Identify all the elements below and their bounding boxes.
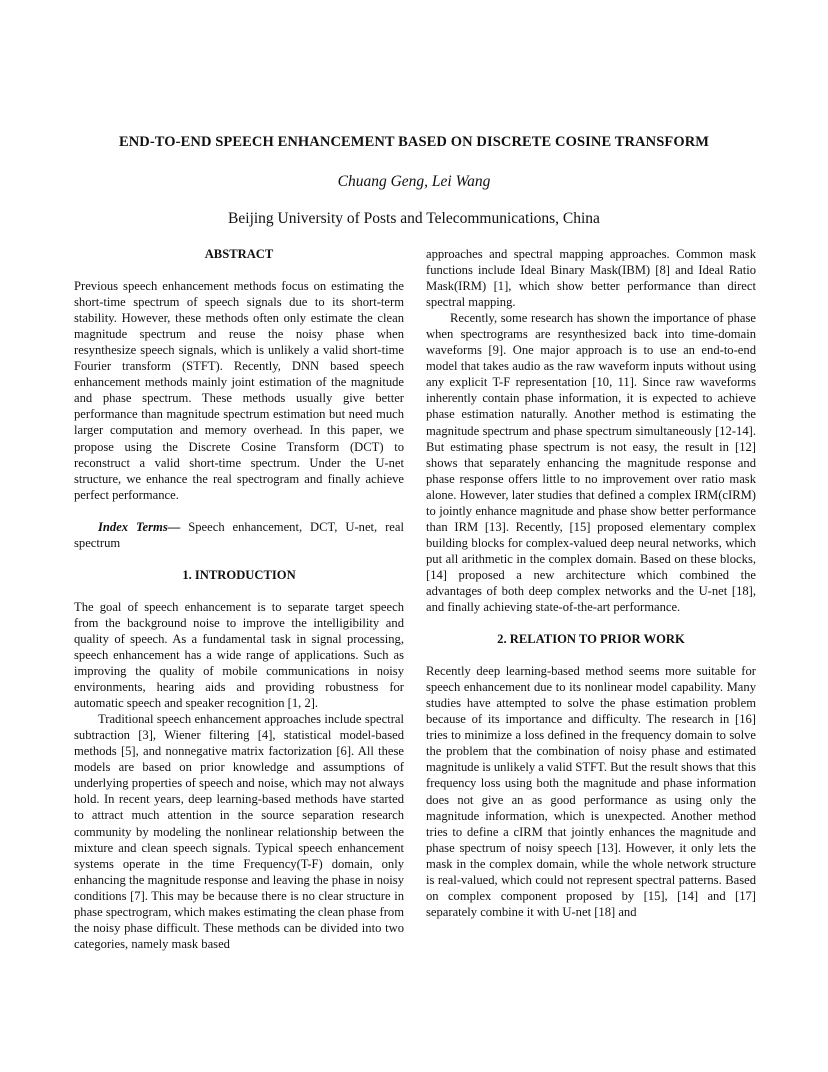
- paper-authors: Chuang Geng, Lei Wang: [337, 173, 491, 190]
- left-column: [74, 246, 404, 952]
- introduction-paragraph-2-continued: approaches and spectral mapping approaches. Common mask functions include Ideal Binary Mask(IBM) [8] and Ideal Ratio Mask(IRM) [1], which show better performance than direct spectral mapping.: [426, 247, 756, 310]
- index-terms: [74, 519, 404, 551]
- abstract-heading: ABSTRACT: [204, 247, 274, 261]
- introduction-paragraph-3: Recently, some research has shown the importance of phase when spectrograms are resynthesized back into time-domain waveforms [9]. One major approach is to use an end-to-end model that takes audio as the raw waveform inputs without using any explicit T-F representation [10, 11]. Since raw waveforms inherently contain phase information, it is expected to achieve phase estimation naturally. Another method is estimating the magnitude spectrum and phase spectrum simultaneously [12-14]. But estimating phase spectrum is not easy, the result in [12] shows that separately enhancing the magnitude response and phase response offers little to no improvement over ratio mask alone. However, later studies that defined a complex IRM(cIRM) to jointly enhance magnitude and phase show better performance than IRM [13]. Recently, [15] proposed elementary complex building blocks for complex-valued deep neural networks, which put all arithmetic in the complex domain. Based on these blocks, [14] proposed a new architecture which combined the advantages of both deep complex networks and the U-net [18], and finally achieving state-of-the-art performance.: [426, 311, 756, 615]
- introduction-paragraph-1: The goal of speech enhancement is to separate target speech from the background noise to improve the intelligibility and quality of speech. As a fundamental task in signal processing, speech enhancement has a wide range of applications. Such as improving the quality of mobile communications in noisy environments, hearing aids and providing robustness for automatic speech and speaker recognition [1, 2].: [74, 599, 404, 711]
- introduction-paragraph-2: Traditional speech enhancement approaches include spectral subtraction [3], Wiener filtering [4], statistical model-based methods [5], and nonnegative matrix factorization [6]. All these models are based on prior knowledge and assumptions of underlying properties of speech and noise, which may not always hold. In recent years, deep learning-based methods have started to attract much attention in the source separation research community by modeling the nonlinear relationship between the mixture and clean speech signals. Typical speech enhancement systems operate in the time Frequency(T-F) domain, only enhancing the magnitude response and leaving the phase in noisy conditions [7]. This may be because there is no clear structure in phase spectrogram, which makes estimating the clean phase from the noisy phase difficult. These methods can be divided into two categories, namely mask based: [74, 712, 404, 951]
- abstract-text: Previous speech enhancement methods focus on estimating the short-time spectrum of speech signals due to its short-term stability. However, these methods often only estimate the clean magnitude spectrum and reuse the noisy phase when resynthesize speech signals, which is unlikely a valid short-time Fourier transform (STFT). Recently, DNN based speech enhancement methods mainly joint estimation of the magnitude and phase spectrum. These methods usually give better performance than magnitude spectrum estimation but need much larger computation and memory overhead. In this paper, we propose using the Discrete Cosine Transform (DCT) to reconstruct a valid short-time spectrum. Under the U-net structure, we enhance the real spectrogram and finally achieve perfect performance.: [74, 279, 404, 502]
- prior-work-heading: 2. RELATION TO PRIOR WORK: [497, 632, 685, 647]
- introduction-heading: 1. INTRODUCTION: [182, 567, 296, 582]
- prior-work-paragraph-1: Recently deep learning-based method seems more suitable for speech enhancement due to its nonlinear model capability. Many studies have attempted to solve the phase estimation problem because of its importance and difficulty. The research in [16] tries to minimize a loss defined in the frequency domain to solve the problem that the combination of noisy phase and estimated magnitude is unlikely a valid STFT. But the result shows that this frequency loss using both the magnitude and phase information does not give an as good performance as using only the magnitude information, which is unexpected. Another method tries to define a cIRM that jointly enhances the magnitude and phase spectrum of noisy speech [13]. However, it only lets the mask in the complex domain, while the whole network structure is real-valued, which could not represent spectral patterns. Based on complex component proposed by [15], [14] and [17] separately combine it with U-net [18] and: [426, 664, 756, 919]
- index-terms-label: Index Terms—: [98, 519, 181, 534]
- paper-affiliation: Beijing University of Posts and Telecommunications, China: [228, 210, 600, 227]
- right-column: [426, 246, 756, 920]
- paper-title: END-TO-END SPEECH ENHANCEMENT BASED ON DISCRETE COSINE TRANSFORM: [118, 134, 710, 150]
- index-terms-text: Speech enhancement, DCT, U-net, real spectrum: [74, 519, 404, 550]
